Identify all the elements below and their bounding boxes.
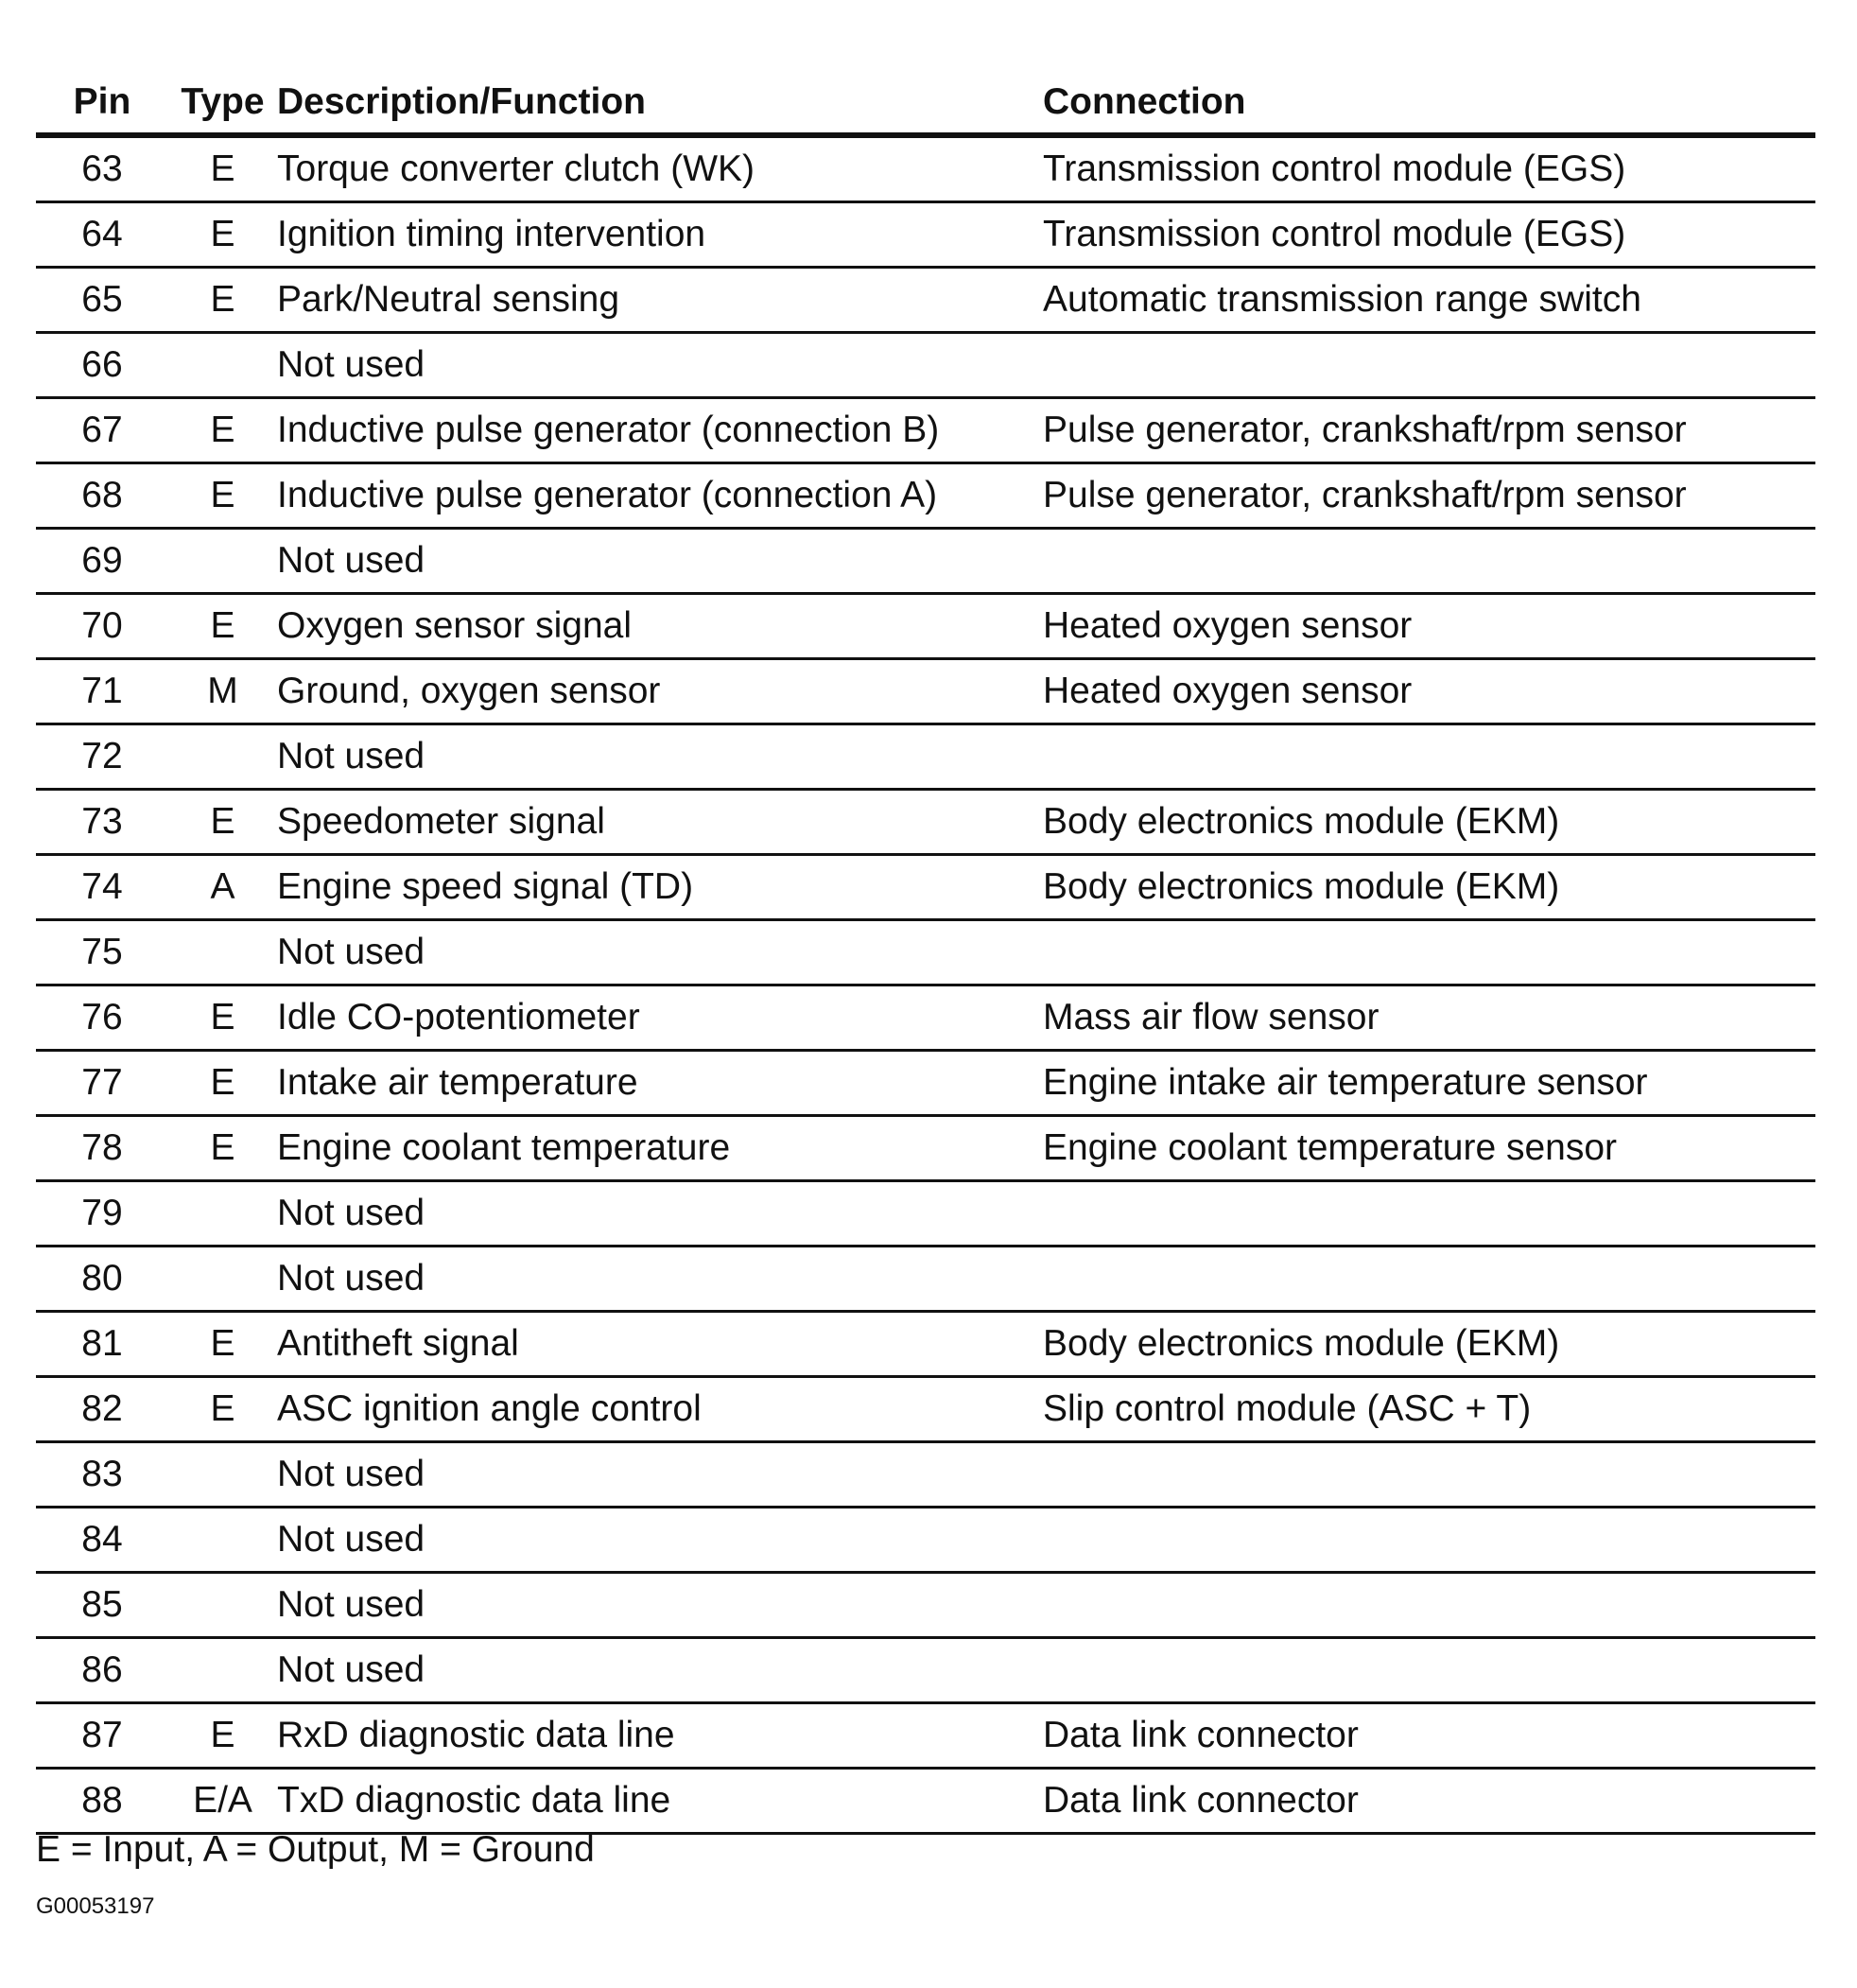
connection-cell: Pulse generator, crankshaft/rpm sensor — [1043, 398, 1815, 463]
table-header-row — [36, 59, 1815, 135]
description-cell: Ground, oxygen sensor — [277, 659, 1043, 724]
type-cell: E — [168, 1116, 277, 1181]
description-cell: Torque converter clutch (WK) — [277, 135, 1043, 202]
description-cell: Engine coolant temperature — [277, 1116, 1043, 1181]
pin-cell: 71 — [36, 659, 168, 724]
pin-cell: 82 — [36, 1377, 168, 1442]
connection-cell: Transmission control module (EGS) — [1043, 135, 1815, 202]
connection-cell — [1043, 333, 1815, 398]
table-row — [36, 202, 1815, 268]
type-cell — [168, 333, 277, 398]
type-cell: E — [168, 790, 277, 855]
description-cell: Engine speed signal (TD) — [277, 855, 1043, 920]
description-cell: Oxygen sensor signal — [277, 594, 1043, 659]
table-row — [36, 135, 1815, 202]
pin-cell: 68 — [36, 463, 168, 529]
pin-cell: 64 — [36, 202, 168, 268]
pin-cell: 80 — [36, 1247, 168, 1312]
description-cell: Inductive pulse generator (connection A) — [277, 463, 1043, 529]
pin-cell: 77 — [36, 1051, 168, 1116]
connection-cell — [1043, 724, 1815, 790]
connection-cell: Automatic transmission range switch — [1043, 268, 1815, 333]
pin-cell: 72 — [36, 724, 168, 790]
description-cell: Not used — [277, 1638, 1043, 1703]
table-row — [36, 529, 1815, 594]
pin-cell: 76 — [36, 985, 168, 1051]
pin-cell: 85 — [36, 1573, 168, 1638]
pin-cell: 81 — [36, 1312, 168, 1377]
table-row — [36, 724, 1815, 790]
table-row — [36, 1377, 1815, 1442]
table-row — [36, 1247, 1815, 1312]
type-cell: E/A — [168, 1769, 277, 1834]
connection-cell — [1043, 1638, 1815, 1703]
connection-cell: Engine intake air temperature sensor — [1043, 1051, 1815, 1116]
connection-cell — [1043, 1181, 1815, 1247]
pin-cell: 69 — [36, 529, 168, 594]
pin-cell: 88 — [36, 1769, 168, 1834]
description-cell: TxD diagnostic data line — [277, 1769, 1043, 1834]
description-cell: Intake air temperature — [277, 1051, 1043, 1116]
table-row — [36, 333, 1815, 398]
table-row — [36, 659, 1815, 724]
type-cell: E — [168, 135, 277, 202]
table-row — [36, 1703, 1815, 1769]
pin-cell: 67 — [36, 398, 168, 463]
pin-cell: 75 — [36, 920, 168, 985]
pin-cell: 78 — [36, 1116, 168, 1181]
connection-cell: Slip control module (ASC + T) — [1043, 1377, 1815, 1442]
header-connection: Connection — [1043, 59, 1815, 135]
table-row — [36, 594, 1815, 659]
type-cell: E — [168, 1703, 277, 1769]
connection-cell: Engine coolant temperature sensor — [1043, 1116, 1815, 1181]
type-cell — [168, 1247, 277, 1312]
table-row — [36, 1442, 1815, 1508]
table-row — [36, 1769, 1815, 1834]
table-row — [36, 398, 1815, 463]
connection-cell — [1043, 920, 1815, 985]
description-cell: Park/Neutral sensing — [277, 268, 1043, 333]
type-cell: M — [168, 659, 277, 724]
description-cell: ASC ignition angle control — [277, 1377, 1043, 1442]
type-cell — [168, 1573, 277, 1638]
description-cell: Not used — [277, 724, 1043, 790]
connection-cell: Data link connector — [1043, 1703, 1815, 1769]
connection-cell: Body electronics module (EKM) — [1043, 790, 1815, 855]
pinout-table — [36, 59, 1815, 1835]
connection-cell: Heated oxygen sensor — [1043, 594, 1815, 659]
description-cell: Not used — [277, 1573, 1043, 1638]
connection-cell — [1043, 1247, 1815, 1312]
header-pin: Pin — [36, 59, 168, 135]
type-cell: E — [168, 985, 277, 1051]
type-cell: A — [168, 855, 277, 920]
connection-cell — [1043, 529, 1815, 594]
description-cell: Not used — [277, 529, 1043, 594]
type-cell: E — [168, 202, 277, 268]
type-cell — [168, 1442, 277, 1508]
pin-cell: 65 — [36, 268, 168, 333]
description-cell: RxD diagnostic data line — [277, 1703, 1043, 1769]
connection-cell — [1043, 1573, 1815, 1638]
table-row — [36, 1051, 1815, 1116]
type-cell: E — [168, 463, 277, 529]
table-row — [36, 1181, 1815, 1247]
connection-cell: Transmission control module (EGS) — [1043, 202, 1815, 268]
type-cell: E — [168, 1051, 277, 1116]
pin-cell: 70 — [36, 594, 168, 659]
connection-cell — [1043, 1442, 1815, 1508]
pin-cell: 63 — [36, 135, 168, 202]
table-row — [36, 855, 1815, 920]
description-cell: Not used — [277, 1442, 1043, 1508]
description-cell: Antitheft signal — [277, 1312, 1043, 1377]
description-cell: Not used — [277, 1508, 1043, 1573]
table-row — [36, 1573, 1815, 1638]
pin-cell: 73 — [36, 790, 168, 855]
table-row — [36, 268, 1815, 333]
table-row — [36, 1638, 1815, 1703]
table-row — [36, 1508, 1815, 1573]
connection-cell: Body electronics module (EKM) — [1043, 1312, 1815, 1377]
description-cell: Not used — [277, 1181, 1043, 1247]
table-row — [36, 463, 1815, 529]
type-cell: E — [168, 594, 277, 659]
type-cell — [168, 920, 277, 985]
pinout-table-container — [36, 59, 1815, 1835]
table-row — [36, 920, 1815, 985]
type-cell — [168, 1181, 277, 1247]
type-cell: E — [168, 398, 277, 463]
table-row — [36, 1116, 1815, 1181]
description-cell: Not used — [277, 333, 1043, 398]
type-cell — [168, 529, 277, 594]
header-description: Description/Function — [277, 59, 1043, 135]
connection-cell: Body electronics module (EKM) — [1043, 855, 1815, 920]
table-row — [36, 790, 1815, 855]
connection-cell: Data link connector — [1043, 1769, 1815, 1834]
type-cell: E — [168, 268, 277, 333]
connection-cell: Heated oxygen sensor — [1043, 659, 1815, 724]
type-cell: E — [168, 1377, 277, 1442]
description-cell: Not used — [277, 1247, 1043, 1312]
type-legend: E = Input, A = Output, M = Ground — [36, 1829, 595, 1870]
description-cell: Idle CO-potentiometer — [277, 985, 1043, 1051]
pin-cell: 87 — [36, 1703, 168, 1769]
figure-id: G00053197 — [36, 1893, 155, 1919]
description-cell: Ignition timing intervention — [277, 202, 1043, 268]
type-cell — [168, 724, 277, 790]
description-cell: Not used — [277, 920, 1043, 985]
table-row — [36, 985, 1815, 1051]
connection-cell — [1043, 1508, 1815, 1573]
pin-cell: 66 — [36, 333, 168, 398]
pin-cell: 79 — [36, 1181, 168, 1247]
pin-cell: 86 — [36, 1638, 168, 1703]
connection-cell: Pulse generator, crankshaft/rpm sensor — [1043, 463, 1815, 529]
description-cell: Speedometer signal — [277, 790, 1043, 855]
pin-cell: 74 — [36, 855, 168, 920]
pin-cell: 84 — [36, 1508, 168, 1573]
type-cell: E — [168, 1312, 277, 1377]
header-type: Type — [168, 59, 277, 135]
type-cell — [168, 1508, 277, 1573]
table-row — [36, 1312, 1815, 1377]
connection-cell: Mass air flow sensor — [1043, 985, 1815, 1051]
type-cell — [168, 1638, 277, 1703]
description-cell: Inductive pulse generator (connection B) — [277, 398, 1043, 463]
pin-cell: 83 — [36, 1442, 168, 1508]
